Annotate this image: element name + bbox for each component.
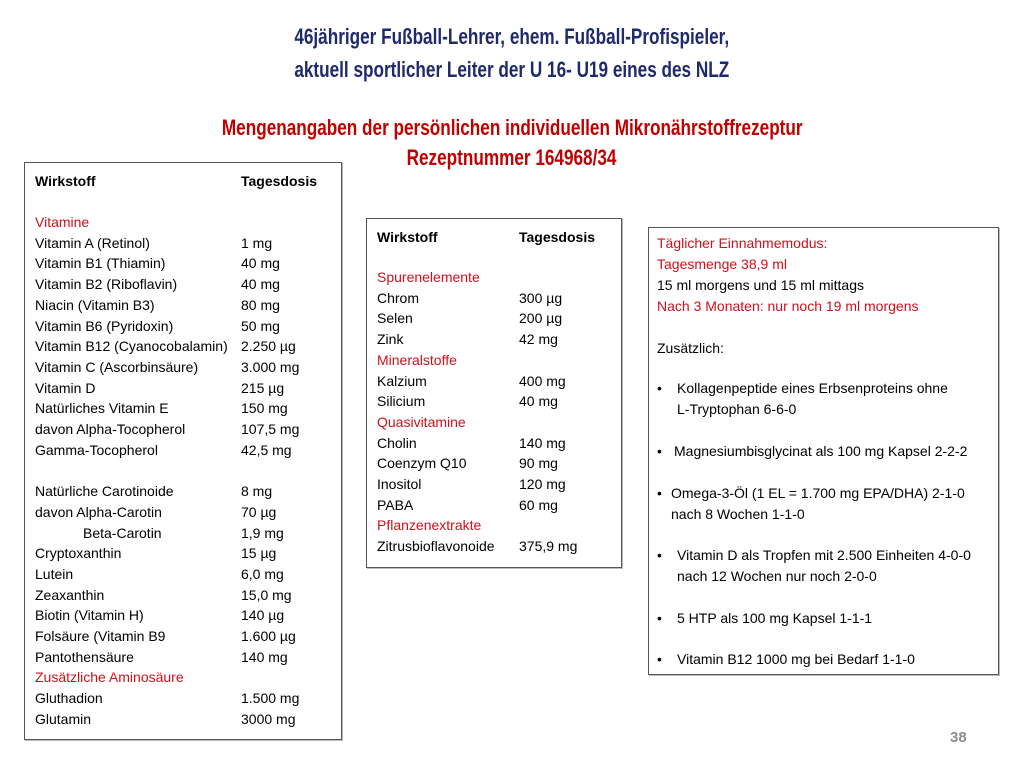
table-row (35, 523, 337, 543)
substance-name: Gluthadion (35, 690, 103, 707)
bullet-line-2: nach 8 Wochen 1-1-0 (671, 506, 805, 522)
header-tagesdosis: Tagesdosis (241, 173, 317, 189)
section-heading (35, 212, 337, 232)
substance-name: Glutamin (35, 710, 92, 727)
substance-name: Biotin (Vitamin H) (35, 607, 144, 624)
bullet-item (657, 649, 992, 670)
section-label: Quasivitamine (377, 413, 466, 430)
substance-name: Vitamin A (Retinol) (35, 234, 150, 251)
table-row (377, 308, 617, 328)
daily-dose: 150 mg (241, 400, 288, 417)
bullet-text (671, 483, 992, 525)
daily-dose: 107,5 mg (241, 421, 300, 437)
daily-dose: 3000 mg (241, 710, 296, 727)
table-row (35, 398, 337, 418)
section-label: Mineralstoffe (377, 351, 457, 368)
substance-name: Pantothensäure (35, 648, 134, 665)
bullet-line-1: Kollagenpeptide eines Erbsenproteins ohne (677, 380, 948, 396)
daily-dose: 140 mg (241, 648, 288, 665)
table-row (35, 709, 337, 729)
table-row (35, 274, 337, 294)
bullet-text (677, 649, 992, 670)
substance-name: Natürliches Vitamin E (35, 400, 169, 417)
table-row (35, 440, 337, 460)
table-row (35, 647, 337, 667)
daily-dose: 50 mg (241, 317, 280, 334)
table-row (35, 585, 337, 605)
table-row (35, 502, 337, 522)
bullet-line-2: L-Tryptophan 6-6-0 (677, 401, 797, 417)
daily-dose: 1.500 mg (241, 690, 300, 707)
table-row (35, 233, 337, 253)
daily-dose: 140 µg (241, 607, 285, 624)
section-label: Spurenelemente (377, 269, 480, 285)
header-tagesdosis: Tagesdosis (519, 229, 595, 245)
bullet-item (657, 441, 992, 462)
slide-subtitle-line-1: Mengenangaben der persönlichen individuellen Mikronährstoffrezeptur (221, 115, 803, 140)
table-row (377, 474, 617, 494)
substance-name: Zitrusbioflavonoide (377, 538, 495, 555)
table-row (377, 371, 617, 391)
substance-name: Chrom (377, 289, 420, 306)
minerals-table (366, 218, 622, 568)
bullet-text (677, 608, 992, 629)
bullet-line-1: Magnesiumbisglycinat als 100 mg Kapsel 2-2-2 (674, 443, 968, 459)
table-row (377, 495, 617, 515)
intake-schedule: 15 ml morgens und 15 ml mittags (657, 277, 864, 293)
daily-dose: 300 µg (519, 289, 563, 306)
section-heading (377, 412, 617, 432)
bullet-icon: • (657, 651, 662, 667)
table-row (35, 481, 337, 501)
table-row (377, 536, 617, 556)
bullet-item (657, 378, 992, 420)
daily-dose: 200 µg (519, 310, 563, 327)
substance-name: Zeaxanthin (35, 586, 105, 603)
substance-name: Cryptoxanthin (35, 545, 122, 562)
section-heading (35, 667, 337, 687)
table-row (35, 605, 337, 625)
table-row (35, 378, 337, 398)
daily-dose: 40 mg (241, 255, 280, 272)
section-heading (377, 515, 617, 535)
bullet-icon: • (657, 610, 662, 626)
substance-name: Zink (377, 331, 404, 348)
table-row (35, 295, 337, 315)
substance-name: Kalzium (377, 372, 427, 389)
daily-dose: 70 µg (241, 503, 277, 520)
additional-label: Zusätzlich: (657, 340, 724, 356)
bullet-item (657, 608, 992, 629)
substance-name: Silicium (377, 393, 426, 410)
daily-dose: 1 mg (241, 234, 273, 251)
intake-heading: Täglicher Einnahmemodus: (657, 235, 828, 251)
daily-dose: 400 mg (519, 372, 566, 389)
after-3-months-note: Nach 3 Monaten: nur noch 19 ml morgens (657, 298, 919, 314)
section-label: Pflanzenextrakte (377, 517, 482, 534)
daily-dose: 2.250 µg (241, 338, 296, 355)
bullet-text (677, 545, 992, 587)
daily-amount: Tagesmenge 38,9 ml (657, 256, 787, 272)
section-label: Zusätzliche Aminosäure (35, 669, 184, 686)
table-header (35, 171, 337, 191)
daily-dose: 60 mg (519, 496, 558, 513)
substance-name: Vitamin B1 (Thiamin) (35, 255, 166, 272)
daily-dose: 15 µg (241, 545, 277, 562)
vitamins-table (24, 162, 342, 740)
header-wirkstoff: Wirkstoff (377, 229, 438, 245)
bullet-text (674, 441, 992, 462)
substance-name: Vitamin D (35, 379, 96, 396)
substance-name: Folsäure (Vitamin B9 (35, 628, 166, 644)
daily-dose: 15,0 mg (241, 586, 292, 603)
substance-name: Cholin (377, 434, 417, 451)
table-header (377, 227, 617, 247)
bullet-icon: • (657, 485, 662, 501)
table-row (377, 391, 617, 411)
table-row (35, 564, 337, 584)
bullet-line-1: Omega-3-Öl (1 EL = 1.700 mg EPA/DHA) 2-1-0 (671, 485, 965, 501)
substance-name: Vitamin C (Ascorbinsäure) (35, 358, 199, 375)
bullet-icon: • (657, 443, 662, 459)
table-row (35, 253, 337, 273)
header-wirkstoff: Wirkstoff (35, 173, 96, 189)
daily-dose: 80 mg (241, 296, 280, 313)
daily-dose: 40 mg (241, 276, 280, 293)
bullet-line-2: nach 12 Wochen nur noch 2-0-0 (677, 568, 877, 584)
bullet-line-1: Vitamin D als Tropfen mit 2.500 Einheiten 4-0-0 (677, 547, 971, 563)
substance-name: Inositol (377, 476, 422, 492)
substance-name: Natürliche Carotinoide (35, 483, 174, 500)
bullet-icon: • (657, 547, 662, 563)
substance-name: davon Alpha-Carotin (35, 503, 162, 520)
bullet-text (677, 378, 992, 420)
daily-dose: 1,9 mg (241, 524, 284, 541)
daily-dose: 140 mg (519, 434, 566, 451)
table-row (35, 688, 337, 708)
substance-name: Niacin (Vitamin B3) (35, 296, 155, 313)
substance-name: Vitamin B12 (Cyanocobalamin) (35, 338, 228, 355)
slide-subtitle-line-2: Rezeptnummer 164968/34 (407, 145, 617, 170)
daily-dose: 40 mg (519, 393, 558, 410)
daily-dose: 1.600 µg (241, 628, 296, 644)
bullet-icon: • (657, 380, 662, 396)
substance-name: Selen (377, 310, 413, 327)
page-number: 38 (950, 729, 967, 746)
substance-name: Beta-Carotin (83, 524, 162, 541)
bullet-line-1: Vitamin B12 1000 mg bei Bedarf 1-1-0 (677, 651, 915, 667)
slide-title-line-2: aktuell sportlicher Leiter der U 16- U19 eines des NLZ (294, 57, 730, 82)
table-row (377, 453, 617, 473)
bullet-item (657, 483, 992, 525)
section-heading (377, 267, 617, 287)
substance-name: Vitamin B6 (Pyridoxin) (35, 317, 174, 334)
substance-name: PABA (377, 496, 414, 513)
daily-dose: 215 µg (241, 379, 285, 396)
table-row (35, 336, 337, 356)
substance-name: Coenzym Q10 (377, 455, 467, 472)
slide-title-line-1: 46jähriger Fußball-Lehrer, ehem. Fußball-Profispieler, (294, 24, 730, 49)
intake-instructions-box (648, 227, 999, 675)
table-row (35, 626, 337, 646)
substance-name: Vitamin B2 (Riboflavin) (35, 276, 178, 293)
table-row (35, 316, 337, 336)
substance-name: davon Alpha-Tocopherol (35, 421, 186, 437)
daily-dose: 42,5 mg (241, 441, 292, 458)
section-label: Vitamine (35, 214, 90, 230)
daily-dose: 3.000 mg (241, 358, 300, 375)
table-row (377, 329, 617, 349)
section-heading (377, 350, 617, 370)
bullet-line-1: 5 HTP als 100 mg Kapsel 1-1-1 (677, 610, 873, 626)
daily-dose: 120 mg (519, 476, 566, 492)
daily-dose: 6,0 mg (241, 565, 284, 582)
bullet-item (657, 545, 992, 587)
table-row (35, 357, 337, 377)
daily-dose: 90 mg (519, 455, 558, 472)
table-row (377, 433, 617, 453)
substance-name: Lutein (35, 565, 74, 582)
table-row (35, 419, 337, 439)
table-row (377, 288, 617, 308)
daily-dose: 375,9 mg (519, 538, 578, 555)
substance-name: Gamma-Tocopherol (35, 441, 158, 458)
table-row (35, 543, 337, 563)
daily-dose: 8 mg (241, 483, 273, 500)
daily-dose: 42 mg (519, 331, 558, 348)
